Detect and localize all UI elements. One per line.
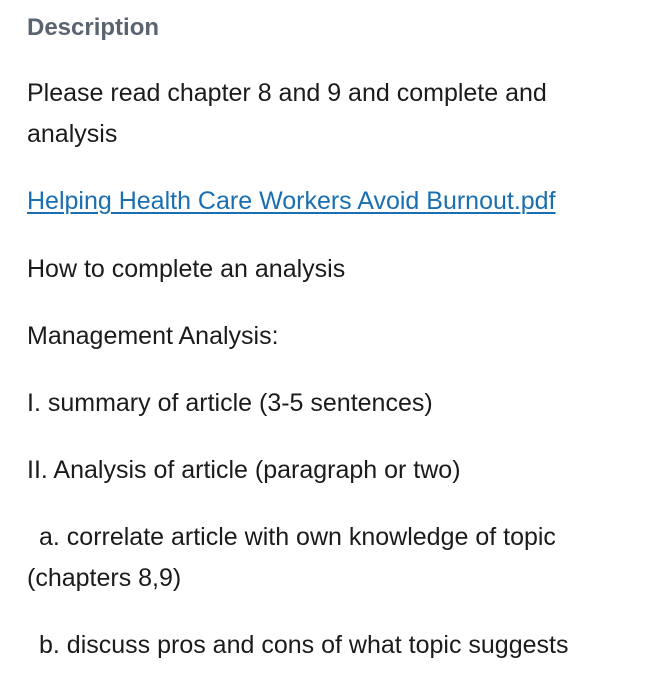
step-analysis: II. Analysis of article (paragraph or two) [27, 456, 461, 484]
description-heading: Description [27, 14, 160, 41]
step-pros-cons-text: b. discuss pros and cons of what topic suggests [39, 631, 569, 659]
attachment-paragraph [27, 181, 627, 222]
step-pros-cons [27, 625, 627, 666]
how-to-text: How to complete an analysis [27, 255, 346, 283]
attachment-pdf-link[interactable]: Helping Health Care Workers Avoid Burnout.pdf [27, 187, 556, 215]
step-correlate [27, 517, 627, 599]
step-correlate-text: a. correlate article with own knowledge of topic (chapters 8,9) [27, 523, 556, 592]
intro-text: Please read chapter 8 and 9 and complete and analysis [27, 79, 547, 148]
step-summary: I. summary of article (3-5 sentences) [27, 389, 433, 417]
description-content [27, 73, 627, 666]
analysis-title: Management Analysis: [27, 322, 279, 350]
